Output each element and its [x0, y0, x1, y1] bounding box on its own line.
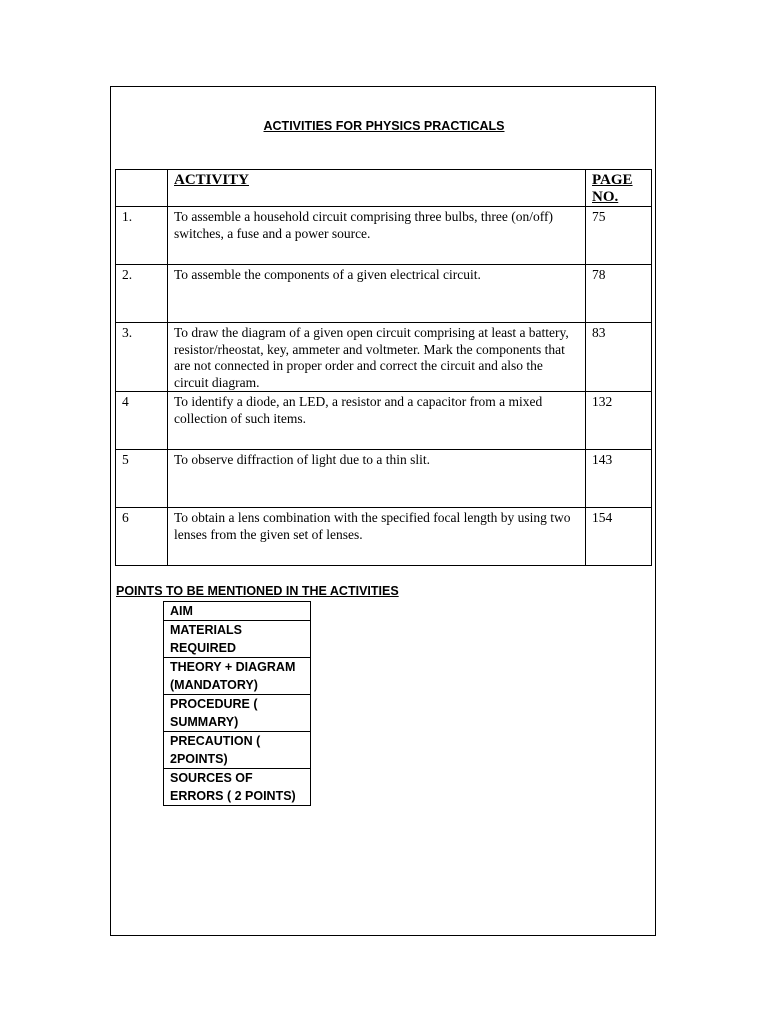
row-number: 5	[116, 450, 168, 508]
row-activity: To observe diffraction of light due to a thin slit.	[168, 450, 586, 508]
header-page-cell	[586, 170, 652, 207]
table-header-row	[116, 170, 652, 207]
point-precaution: PRECAUTION ( 2POINTS)	[164, 732, 311, 769]
points-table	[163, 601, 311, 806]
header-activity-cell	[168, 170, 586, 207]
header-activity-label: ACTIVITY	[174, 172, 250, 188]
list-item	[164, 769, 311, 806]
point-sources: SOURCES OF ERRORS ( 2 POINTS)	[164, 769, 311, 806]
row-page: 132	[586, 392, 652, 450]
row-number: 1.	[116, 207, 168, 265]
row-number: 2.	[116, 265, 168, 323]
row-number: 3.	[116, 323, 168, 392]
row-page: 75	[586, 207, 652, 265]
point-materials: MATERIALS REQUIRED	[164, 621, 311, 658]
list-item	[164, 621, 311, 658]
row-page: 143	[586, 450, 652, 508]
point-aim: AIM	[164, 602, 311, 621]
page-frame	[110, 86, 656, 936]
table-row	[116, 265, 652, 323]
list-item	[164, 658, 311, 695]
points-heading: POINTS TO BE MENTIONED IN THE ACTIVITIES	[116, 584, 399, 598]
table-row	[116, 323, 652, 392]
row-activity: To identify a diode, an LED, a resistor and a capacitor from a mixed collection of such items.	[168, 392, 586, 450]
row-page: 78	[586, 265, 652, 323]
row-number: 6	[116, 508, 168, 566]
table-row	[116, 450, 652, 508]
row-activity: To assemble the components of a given electrical circuit.	[168, 265, 586, 323]
row-activity: To obtain a lens combination with the specified focal length by using two lenses from the given set of lenses.	[168, 508, 586, 566]
document-title: ACTIVITIES FOR PHYSICS PRACTICALS	[263, 119, 505, 133]
table-row	[116, 207, 652, 265]
list-item	[164, 602, 311, 621]
header-number-cell	[116, 170, 168, 207]
list-item	[164, 732, 311, 769]
point-theory: THEORY + DIAGRAM (MANDATORY)	[164, 658, 311, 695]
row-page: 154	[586, 508, 652, 566]
header-page-label: PAGE NO.	[592, 172, 633, 205]
list-item	[164, 695, 311, 732]
activities-table	[115, 169, 652, 566]
table-row	[116, 392, 652, 450]
row-activity: To draw the diagram of a given open circuit comprising at least a battery, resistor/rheostat, key, ammeter and voltmeter. Mark the components that are not connected in proper order and correct the circuit and also the circuit diagram.	[168, 323, 586, 392]
row-activity: To assemble a household circuit comprising three bulbs, three (on/off) switches, a fuse and a power source.	[168, 207, 586, 265]
table-row	[116, 508, 652, 566]
row-number: 4	[116, 392, 168, 450]
row-page: 83	[586, 323, 652, 392]
point-procedure: PROCEDURE ( SUMMARY)	[164, 695, 311, 732]
